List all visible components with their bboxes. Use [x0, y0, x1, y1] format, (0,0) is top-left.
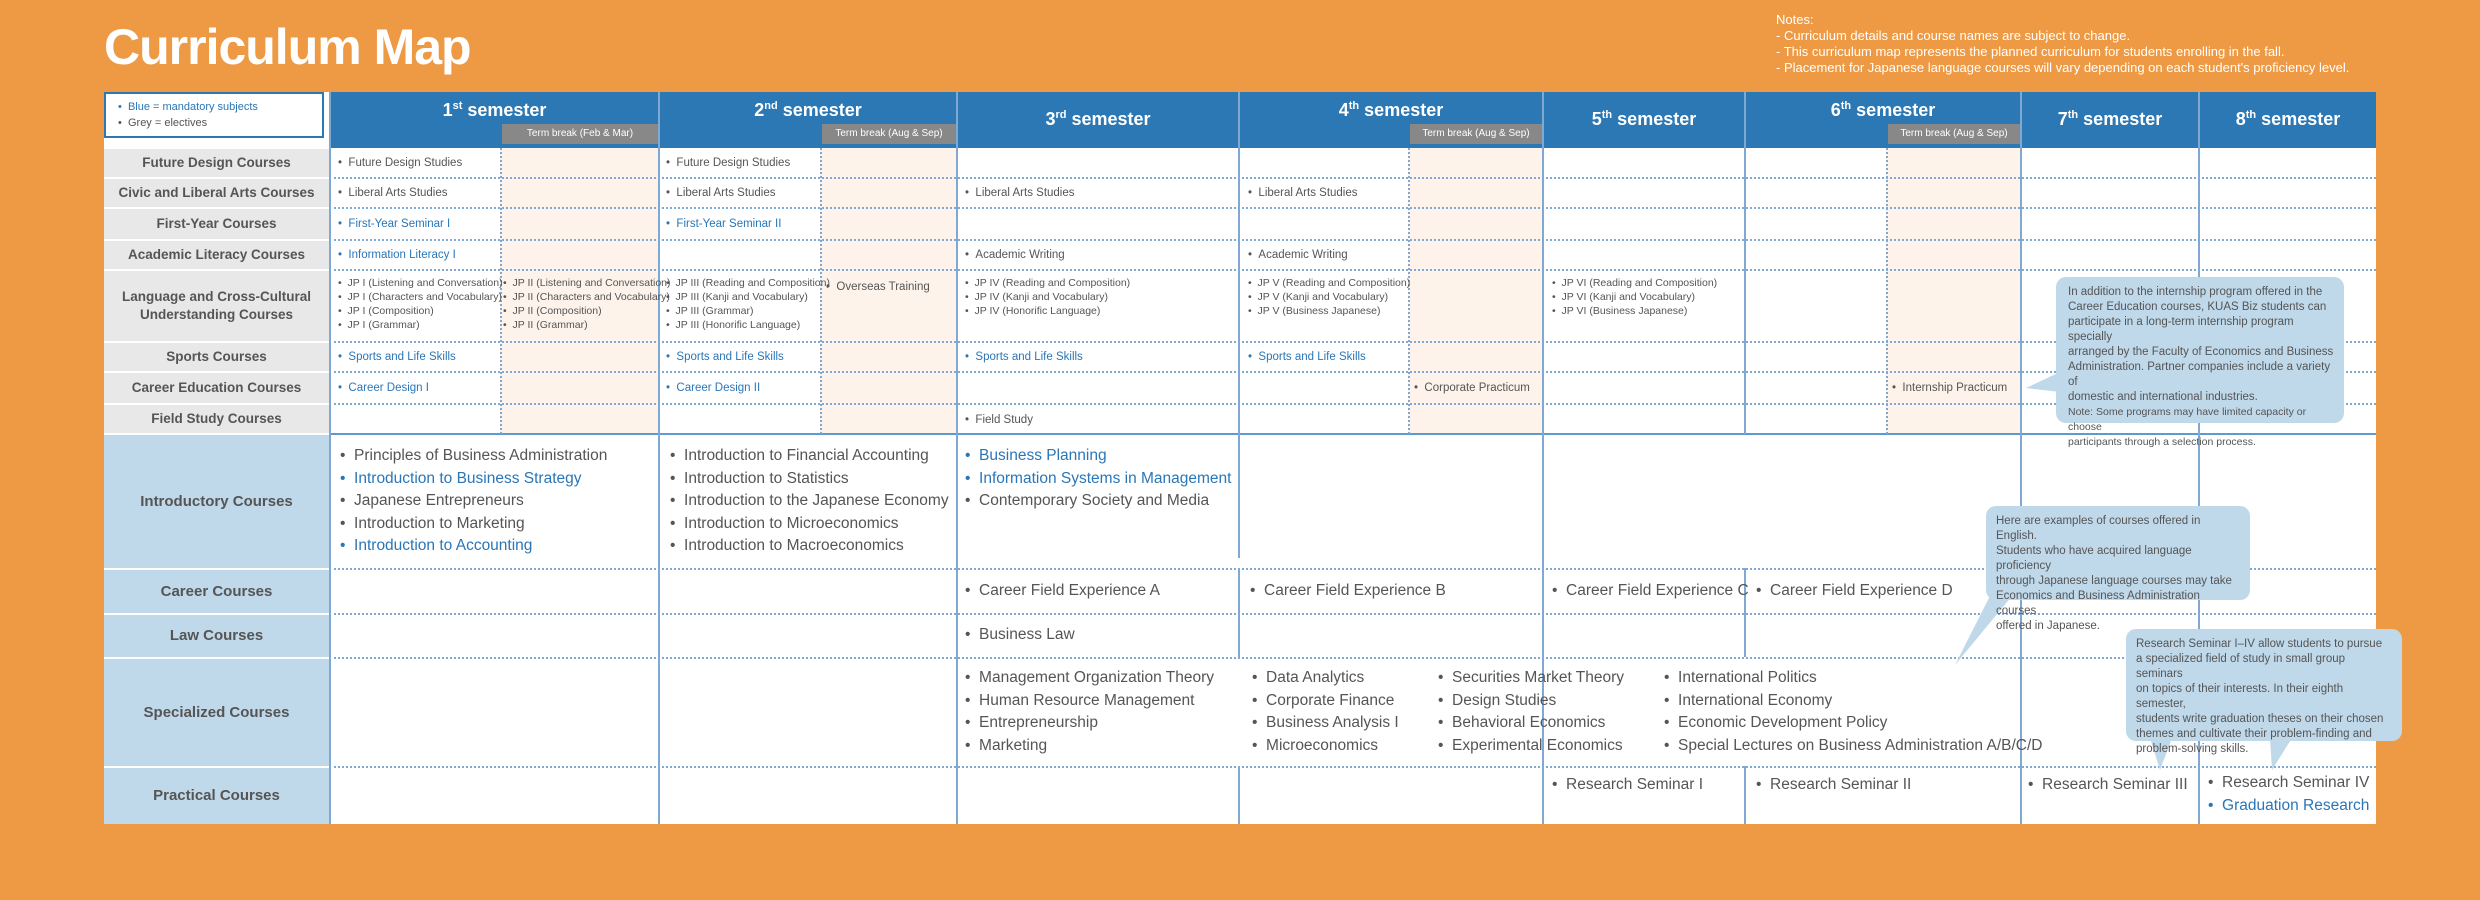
callout-line: domestic and international industries. — [2068, 391, 2258, 403]
callout-line: on topics of their interests. In their eighth semester, — [2136, 683, 2344, 710]
course-item: • JP V (Business Japanese) — [1248, 304, 1410, 318]
course-item: • International Politics — [1664, 667, 2042, 690]
course-career-field-a: • Career Field Experience A — [965, 580, 1160, 603]
course-item: • Introduction to Accounting — [340, 535, 607, 558]
row-label-first-year: First-Year Courses — [104, 209, 329, 239]
term-break-label: Term break (Aug & Sep) — [822, 124, 956, 144]
semester-label: semester — [1856, 100, 1936, 120]
course-career-field-c: • Career Field Experience C — [1552, 580, 1749, 603]
course-career-field-b: • Career Field Experience B — [1250, 580, 1446, 603]
course-s4-corporate-practicum: • Corporate Practicum — [1414, 381, 1530, 395]
course-research-seminar-1: • Research Seminar I — [1552, 774, 1703, 797]
course-item: • JP I (Characters and Vocabulary) — [338, 290, 503, 304]
semester-label: semester — [2083, 109, 2163, 129]
course-item: • Behavioral Economics — [1438, 712, 1624, 735]
course-item: • Introduction to Marketing — [340, 513, 607, 536]
callout-note: Note: Some programs may have limited capacity or choose — [2068, 406, 2307, 433]
course-item: • JP III (Grammar) — [666, 304, 830, 318]
semester-label: semester — [1364, 100, 1444, 120]
semester-label: semester — [1617, 109, 1697, 129]
course-item: • Data Analytics — [1252, 667, 1399, 690]
callout-line: Students who have acquired language proficiency — [1996, 545, 2192, 572]
row-label-career-education: Career Education Courses — [104, 373, 329, 403]
course-item: • JP VI (Kanji and Vocabulary) — [1552, 290, 1717, 304]
course-item: • JP II (Listening and Conversation) — [503, 276, 671, 290]
callout-line: offered in Japanese. — [1996, 620, 2101, 632]
callout-note: participants through a selection process. — [2068, 436, 2256, 448]
callout-line: arranged by the Faculty of Economics and Business — [2068, 346, 2334, 358]
semester-suffix: th — [1601, 109, 1613, 121]
course-item: • Experimental Economics — [1438, 735, 1624, 758]
course-s3-academic-writing: • Academic Writing — [965, 248, 1065, 262]
row-label-academic-literacy: Academic Literacy Courses — [104, 241, 329, 269]
course-item: • Human Resource Management — [965, 690, 1214, 713]
legend-elective: • Grey = electives — [118, 115, 322, 131]
course-item: • JP IV (Kanji and Vocabulary) — [965, 290, 1130, 304]
term-break-label: Term break (Aug & Sep) — [1410, 124, 1542, 144]
course-item: • Design Studies — [1438, 690, 1624, 713]
semester-label: semester — [467, 100, 547, 120]
course-item: • JP III (Reading and Composition) — [666, 276, 830, 290]
course-item: • Information Systems in Management — [965, 468, 1231, 491]
course-item: • Principles of Business Administration — [340, 445, 607, 468]
notes-heading: Notes: — [1776, 12, 1814, 27]
callout-line: Research Seminar I–IV allow students to pursue — [2136, 638, 2383, 650]
page-title: Curriculum Map — [104, 19, 471, 75]
legend-mandatory: • Blue = mandatory subjects — [118, 99, 322, 115]
course-item: • JP III (Kanji and Vocabulary) — [666, 290, 830, 304]
callout-line: Career Education courses, KUAS Biz students can — [2068, 301, 2327, 313]
semester-suffix: nd — [764, 100, 778, 112]
course-s1-career-design: • Career Design I — [338, 381, 429, 395]
course-s2-sports: • Sports and Life Skills — [666, 350, 784, 364]
row-label-career: Career Courses — [104, 570, 329, 613]
callout-pointer-internship — [2026, 372, 2060, 392]
row-label-law: Law Courses — [104, 615, 329, 657]
callout-line: through Japanese language courses may take — [1996, 575, 2232, 587]
course-item: • JP IV (Honorific Language) — [965, 304, 1130, 318]
semester-number: 7 — [2057, 109, 2068, 129]
course-item: • Entrepreneurship — [965, 712, 1214, 735]
row-label-future-design: Future Design Courses — [104, 149, 329, 177]
course-item: • JP V (Kanji and Vocabulary) — [1248, 290, 1410, 304]
course-item: • Microeconomics — [1252, 735, 1399, 758]
course-item: • JP III (Honorific Language) — [666, 318, 830, 332]
callout-research-seminar — [2126, 629, 2402, 755]
course-career-field-d: • Career Field Experience D — [1756, 580, 1953, 603]
semester-number: 5 — [1591, 109, 1602, 129]
course-item: • Graduation Research — [2208, 795, 2369, 818]
course-item: • Introduction to Business Strategy — [340, 468, 607, 491]
callout-line: themes and cultivate their problem-finding and — [2136, 728, 2372, 740]
semester-suffix: th — [1348, 100, 1360, 112]
course-s1-liberal-arts: • Liberal Arts Studies — [338, 186, 448, 200]
course-s6-internship-practicum: • Internship Practicum — [1892, 381, 2007, 395]
course-s2-overseas-training: • Overseas Training — [826, 280, 930, 294]
course-item: • Special Lectures on Business Administration A/B/C/D — [1664, 735, 2042, 758]
course-s4-sports: • Sports and Life Skills — [1248, 350, 1366, 364]
course-s1-first-year-seminar: • First-Year Seminar I — [338, 217, 450, 231]
semester-suffix: rd — [1055, 109, 1067, 121]
course-item: • Introduction to Statistics — [670, 468, 949, 491]
course-research-seminar-2: • Research Seminar II — [1756, 774, 1911, 797]
course-item: • Introduction to the Japanese Economy — [670, 490, 949, 513]
course-item: • International Economy — [1664, 690, 2042, 713]
row-label-sports: Sports Courses — [104, 343, 329, 371]
callout-internship — [2056, 277, 2344, 448]
semester-number: 1 — [442, 100, 453, 120]
course-item: • JP I (Listening and Conversation) — [338, 276, 503, 290]
course-s2-first-year-seminar: • First-Year Seminar II — [666, 217, 781, 231]
callout-english-courses — [1986, 506, 2250, 632]
course-item: • JP V (Reading and Composition) — [1248, 276, 1410, 290]
callout-line: a specialized field of study in small group seminars — [2136, 653, 2346, 680]
course-s4-liberal-arts: • Liberal Arts Studies — [1248, 186, 1358, 200]
row-label-specialized: Specialized Courses — [104, 659, 329, 766]
semester-number: 4 — [1338, 100, 1349, 120]
course-item: • Contemporary Society and Media — [965, 490, 1231, 513]
callout-line: participate in a long-term internship program specially — [2068, 316, 2294, 343]
course-item: • Corporate Finance — [1252, 690, 1399, 713]
course-s3-field-study: • Field Study — [965, 413, 1033, 427]
course-s3-sports: • Sports and Life Skills — [965, 350, 1083, 364]
note-line: - This curriculum map represents the planned curriculum for students enrolling in the fall. — [1776, 44, 2285, 59]
course-item: • Securities Market Theory — [1438, 667, 1624, 690]
semester-label: semester — [1071, 109, 1151, 129]
course-item: • Introduction to Microeconomics — [670, 513, 949, 536]
semester-number: 3 — [1045, 109, 1056, 129]
semester-suffix: th — [2245, 109, 2257, 121]
row-label-field-study: Field Study Courses — [104, 405, 329, 433]
course-s2-liberal-arts: • Liberal Arts Studies — [666, 186, 776, 200]
term-break-label: Term break (Feb & Mar) — [502, 124, 658, 144]
semester-suffix: th — [2067, 109, 2079, 121]
callout-line: problem-solving skills. — [2136, 743, 2249, 755]
course-s4-academic-writing: • Academic Writing — [1248, 248, 1348, 262]
note-line: - Curriculum details and course names are subject to change. — [1776, 28, 2131, 43]
callout-line: Here are examples of courses offered in English. — [1996, 515, 2201, 542]
row-label-introductory: Introductory Courses — [104, 435, 329, 568]
callout-line: Economics and Business Administration courses — [1996, 590, 2200, 617]
note-line: - Placement for Japanese language courses will vary depending on each student's proficiency level. — [1776, 60, 2350, 75]
semester-suffix: st — [452, 100, 463, 112]
semester-label: semester — [2261, 109, 2341, 129]
course-item: • Introduction to Macroeconomics — [670, 535, 949, 558]
semester-number: 2 — [754, 100, 765, 120]
course-s2-future-design: • Future Design Studies — [666, 156, 790, 170]
course-item: • Business Analysis I — [1252, 712, 1399, 735]
row-label-civic-liberal-arts: Civic and Liberal Arts Courses — [104, 179, 329, 207]
semester-number: 8 — [2235, 109, 2246, 129]
course-item: • JP II (Composition) — [503, 304, 671, 318]
course-s1-sports: • Sports and Life Skills — [338, 350, 456, 364]
semester-number: 6 — [1830, 100, 1841, 120]
course-item: • Business Planning — [965, 445, 1231, 468]
course-research-seminar-3: • Research Seminar III — [2028, 774, 2188, 797]
course-item: • Japanese Entrepreneurs — [340, 490, 607, 513]
course-s1-information-literacy: • Information Literacy I — [338, 248, 456, 262]
course-item: • Introduction to Financial Accounting — [670, 445, 949, 468]
course-item: • JP IV (Reading and Composition) — [965, 276, 1130, 290]
row-label-language: Language and Cross-Cultural Understanding Courses — [104, 271, 329, 341]
callout-line: Administration. Partner companies include a variety of — [2068, 361, 2331, 388]
course-item: • JP I (Grammar) — [338, 318, 503, 332]
course-business-law: • Business Law — [965, 624, 1075, 647]
term-break-label: Term break (Aug & Sep) — [1888, 124, 2020, 144]
course-s1-future-design: • Future Design Studies — [338, 156, 462, 170]
callout-line: In addition to the internship program offered in the — [2068, 286, 2323, 298]
course-s3-liberal-arts: • Liberal Arts Studies — [965, 186, 1075, 200]
row-label-practical: Practical Courses — [104, 768, 329, 824]
course-item: • Marketing — [965, 735, 1214, 758]
course-item: • JP II (Characters and Vocabulary) — [503, 290, 671, 304]
course-item: • Research Seminar IV — [2208, 772, 2369, 795]
semester-suffix: th — [1840, 100, 1852, 112]
course-s2-career-design: • Career Design II — [666, 381, 760, 395]
callout-line: students write graduation theses on their chosen — [2136, 713, 2384, 725]
course-item: • Management Organization Theory — [965, 667, 1214, 690]
course-item: • Economic Development Policy — [1664, 712, 2042, 735]
course-item: • JP VI (Reading and Composition) — [1552, 276, 1717, 290]
semester-label: semester — [782, 100, 862, 120]
course-item: • JP VI (Business Japanese) — [1552, 304, 1717, 318]
course-item: • JP II (Grammar) — [503, 318, 671, 332]
course-item: • JP I (Composition) — [338, 304, 503, 318]
